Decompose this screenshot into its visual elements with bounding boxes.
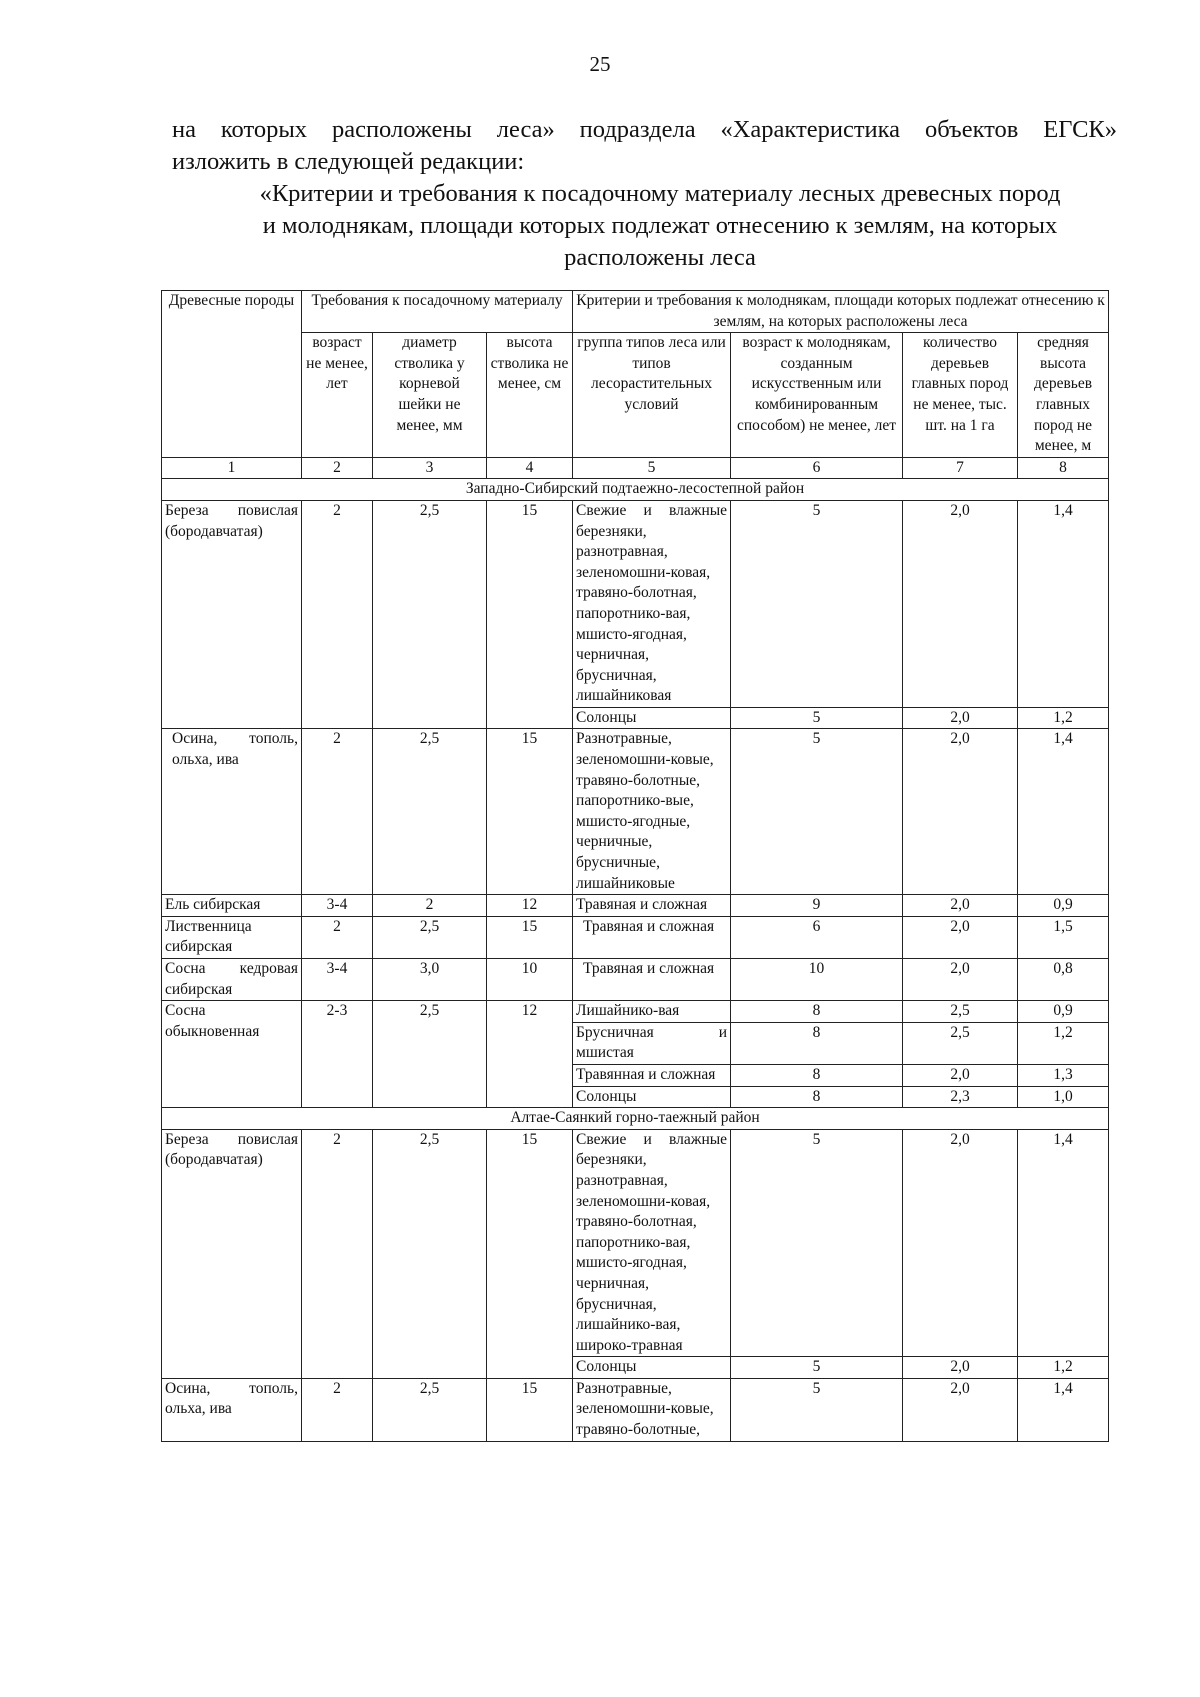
young-age-cell: 5	[731, 1129, 903, 1357]
diameter-cell: 2,5	[373, 1001, 487, 1108]
forest-type-cell: Травяная и сложная	[573, 959, 731, 1001]
height-cell: 15	[487, 729, 573, 895]
quantity-cell: 2,0	[903, 707, 1018, 729]
species-cell: Береза повислая (бородавчатая)	[162, 500, 302, 729]
young-age-cell: 9	[731, 895, 903, 917]
header-mean-height: средняя высота деревьев главных пород не менее, м	[1018, 333, 1109, 458]
quantity-cell: 2,3	[903, 1086, 1018, 1108]
species-cell: Ель сибирская	[162, 895, 302, 917]
age-cell: 2	[302, 1378, 373, 1441]
header-age: возраст не менее, лет	[302, 333, 373, 458]
mean-height-cell: 1,2	[1018, 707, 1109, 729]
height-cell: 15	[487, 500, 573, 729]
mean-height-cell: 1,4	[1018, 1129, 1109, 1357]
quantity-cell: 2,0	[903, 500, 1018, 707]
age-cell: 3-4	[302, 895, 373, 917]
quantity-cell: 2,0	[903, 1064, 1018, 1086]
quantity-cell: 2,0	[903, 916, 1018, 958]
young-age-cell: 6	[731, 916, 903, 958]
forest-type-cell: Солонцы	[573, 1086, 731, 1108]
height-cell: 12	[487, 1001, 573, 1108]
diameter-cell: 2,5	[373, 729, 487, 895]
table-row	[162, 500, 1109, 707]
age-cell: 3-4	[302, 959, 373, 1001]
species-cell: Осина, тополь, ольха, ива	[162, 1378, 302, 1441]
forest-type-cell: Лишайнико-вая	[573, 1001, 731, 1023]
mean-height-cell: 1,0	[1018, 1086, 1109, 1108]
column-number: 7	[903, 457, 1018, 479]
header-quantity: количество деревьев главных пород не менее, тыс. шт. на 1 га	[903, 333, 1018, 458]
forest-type-cell: Разнотравные, зеленомошни-ковые, травяно-болотные, папоротнико-вые, мшисто-ягодные, черничные, брусничные, лишайниковые	[573, 729, 731, 895]
forest-type-cell: Брусничная и мшистая	[573, 1022, 731, 1064]
region-west-siberian: Западно-Сибирский подтаежно-лесостепной район	[162, 479, 1109, 501]
species-cell: Осина, тополь, ольха, ива	[162, 729, 302, 895]
forest-type-cell: Солонцы	[573, 1357, 731, 1379]
age-cell: 2	[302, 916, 373, 958]
page-number: 25	[589, 52, 611, 76]
height-cell: 15	[487, 1378, 573, 1441]
column-number: 6	[731, 457, 903, 479]
young-age-cell: 5	[731, 729, 903, 895]
table-heading	[200, 178, 1120, 274]
mean-height-cell: 0,9	[1018, 895, 1109, 917]
table-row	[162, 1001, 1109, 1023]
height-cell: 15	[487, 916, 573, 958]
column-number: 1	[162, 457, 302, 479]
forest-type-cell: Солонцы	[573, 707, 731, 729]
forest-type-cell: Травяная и сложная	[573, 916, 731, 958]
column-number-row	[162, 457, 1109, 479]
diameter-cell: 2,5	[373, 1129, 487, 1378]
header-young-stands: Критерии и требования к молоднякам, площади которых подлежат отнесению к землям, на которых расположены леса	[573, 291, 1109, 333]
intro-line-1: на которых расположены леса» подраздела «Характеристика объектов ЕГСК»	[172, 116, 1117, 143]
age-cell: 2	[302, 1129, 373, 1378]
header-species: Древесные породы	[162, 291, 302, 458]
column-number: 4	[487, 457, 573, 479]
mean-height-cell: 1,2	[1018, 1022, 1109, 1064]
age-cell: 2-3	[302, 1001, 373, 1108]
heading-line-3: расположены леса	[564, 244, 756, 271]
height-cell: 15	[487, 1129, 573, 1378]
mean-height-cell: 1,4	[1018, 1378, 1109, 1441]
species-cell: Береза повислая (бородавчатая)	[162, 1129, 302, 1378]
young-age-cell: 8	[731, 1086, 903, 1108]
age-cell: 2	[302, 500, 373, 729]
species-cell: Лиственница сибирская	[162, 916, 302, 958]
header-forest-type: группа типов леса или типов лесорастительных условий	[573, 333, 731, 458]
header-height: высота стволика не менее, см	[487, 333, 573, 458]
age-cell: 2	[302, 729, 373, 895]
young-age-cell: 8	[731, 1001, 903, 1023]
header-young-age: возраст к молоднякам, созданным искусственным или комбинированным способом) не менее, лет	[731, 333, 903, 458]
forest-type-cell: Травянная и сложная	[573, 1064, 731, 1086]
quantity-cell: 2,0	[903, 1378, 1018, 1441]
diameter-cell: 3,0	[373, 959, 487, 1001]
forest-type-cell: Свежие и влажные березняки, разнотравная, зеленомошни-ковая, травяно-болотная, папоротнико-вая, мшисто-ягодная, черничная, брусничная, лишайниковая	[573, 500, 731, 707]
diameter-cell: 2,5	[373, 500, 487, 729]
young-age-cell: 10	[731, 959, 903, 1001]
diameter-cell: 2	[373, 895, 487, 917]
mean-height-cell: 0,9	[1018, 1001, 1109, 1023]
column-number: 8	[1018, 457, 1109, 479]
young-age-cell: 5	[731, 1357, 903, 1379]
criteria-table	[161, 290, 1109, 1442]
quantity-cell: 2,5	[903, 1001, 1018, 1023]
table-row	[162, 916, 1109, 958]
header-planting-material: Требования к посадочному материалу	[302, 291, 573, 333]
quantity-cell: 2,5	[903, 1022, 1018, 1064]
young-age-cell: 8	[731, 1064, 903, 1086]
height-cell: 10	[487, 959, 573, 1001]
table-row	[162, 1378, 1109, 1441]
header-row-2	[162, 333, 1109, 458]
mean-height-cell: 1,3	[1018, 1064, 1109, 1086]
quantity-cell: 2,0	[903, 729, 1018, 895]
young-age-cell: 5	[731, 500, 903, 707]
mean-height-cell: 1,5	[1018, 916, 1109, 958]
intro-line-2: изложить в следующей редакции:	[172, 148, 525, 175]
quantity-cell: 2,0	[903, 895, 1018, 917]
table-row	[162, 959, 1109, 1001]
region-row	[162, 1108, 1109, 1130]
header-row-1	[162, 291, 1109, 333]
young-age-cell: 8	[731, 1022, 903, 1064]
mean-height-cell: 1,4	[1018, 729, 1109, 895]
diameter-cell: 2,5	[373, 1378, 487, 1441]
header-diameter: диаметр стволика у корневой шейки не менее, мм	[373, 333, 487, 458]
region-altai-sayan: Алтае-Саянкий горно-таежный район	[162, 1108, 1109, 1130]
intro-paragraph	[172, 114, 1117, 178]
heading-line-2: и молоднякам, площади которых подлежат отнесению к землям, на которых	[262, 212, 1058, 239]
species-cell: Сосна кедровая сибирская	[162, 959, 302, 1001]
heading-line-1: «Критерии и требования к посадочному материалу лесных древесных пород	[259, 180, 1061, 207]
column-number: 3	[373, 457, 487, 479]
quantity-cell: 2,0	[903, 1357, 1018, 1379]
quantity-cell: 2,0	[903, 959, 1018, 1001]
column-number: 2	[302, 457, 373, 479]
height-cell: 12	[487, 895, 573, 917]
table-row	[162, 1129, 1109, 1357]
table-row	[162, 895, 1109, 917]
forest-type-cell: Разнотравные, зеленомошни-ковые, травяно-болотные,	[573, 1378, 731, 1441]
region-row	[162, 479, 1109, 501]
diameter-cell: 2,5	[373, 916, 487, 958]
mean-height-cell: 0,8	[1018, 959, 1109, 1001]
table-row	[162, 729, 1109, 895]
column-number: 5	[573, 457, 731, 479]
species-cell: Сосна обыкновенная	[162, 1001, 302, 1108]
mean-height-cell: 1,4	[1018, 500, 1109, 707]
forest-type-cell: Травяная и сложная	[573, 895, 731, 917]
forest-type-cell: Свежие и влажные березняки, разнотравная, зеленомошни-ковая, травяно-болотная, папоротнико-вая, мшисто-ягодная, черничная, брусничная, лишайнико-вая, широко-травная	[573, 1129, 731, 1357]
mean-height-cell: 1,2	[1018, 1357, 1109, 1379]
quantity-cell: 2,0	[903, 1129, 1018, 1357]
young-age-cell: 5	[731, 1378, 903, 1441]
young-age-cell: 5	[731, 707, 903, 729]
